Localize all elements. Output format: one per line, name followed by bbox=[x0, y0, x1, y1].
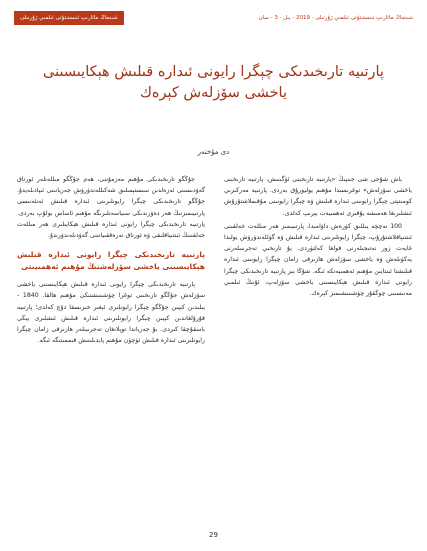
title-line-1: پارتىيە تارىخىدىكى چېگرا رايونى ئىدارە قىلىش ھېكايىسىنى bbox=[43, 64, 384, 80]
body-paragraph: جۇڭگو تارىخىدىكى مۇھىم مەزمۇننى، ھەم جۇڭگو مىللەتلەر ئورتاق گەۋدىسىنى ئەزەلدىن سىستېمىلىق شەكىللەندۈرۈش جەريانىنى ئىپادىلەيدۇ. جۇڭگو تارىخىدىكى چېگرا رايونلىرىنى ئىدارە قىلىش ئەنئەنىسى پارتىيىمىزنىڭ ھەر دەۋرىدىكى سىياسەتلىرىگە مۇھىم ئاساس بولۇپ بەردى. پارتىيە تارىخىدىكى چېگرا رايونى ئىدارە قىلىش ھېكايىلىرى ھەر مىللەت خەلقىنىڭ ئىتتىپاقلىقى ۋە ئورتاق تەرەققىياتىنى گەۋدىلەندۈرىدۇ. bbox=[17, 176, 205, 240]
right-column bbox=[224, 174, 412, 301]
page-header bbox=[14, 10, 413, 26]
section-heading: پارتىيە تارىخىدىكى چېگرا رايونى ئىدارە قىلىش ھېكايىسىنى ياخشى سۆزلەشنىڭ مۇھىم ئەھمىيىتى bbox=[17, 250, 205, 272]
body-paragraph: 100 نەچچە يىللىق كۈرەش داۋامىدا، پارتىيىمىز ھەر مىللەت خەلقىنى ئىتتىپاقلاشتۇرۇپ، چېگرا رايونلىرىنى ئىدارە قىلىش ۋە گۈللەندۈرۈش يولىدا غايەت زور نەتىجىلەرنى قولغا كەلتۈردى. بۇ تارىخىي تەجرىبىلەرنى يەكۈنلەش ۋە ياخشى سۆزلەش ھازىرقى زامان چېگرا رايونىنى ئىدارە قىلىشتا ئىنتايىن مۇھىم ئەھمىيەتكە ئىگە. شۇڭا بىز پارتىيە تارىخىدىكى چېگرا رايونى ئىدارە قىلىش ھېكايىسىنى ياخشى سۆزلەپ، ئۇنىڭ ئىلمىي مەنىسىنى چوڭقۇر چۈشىنىشىمىز كېرەك. bbox=[224, 222, 412, 298]
journal-meta: شىنجاڭ مائارىپ ئىنستىتۇتى ئىلمىي ژۇرنىلى · 2019 - يىل · 3 - سان bbox=[258, 15, 413, 21]
journal-name: شىنجاڭ مائارىپ ئىنستىتۇتى ئىلمىي ژۇرنىلى bbox=[14, 11, 124, 25]
article-title bbox=[20, 62, 407, 104]
author-name: دى مۇختەر bbox=[197, 148, 230, 156]
title-line-2: ياخشى سۆزلەش كېرەك bbox=[139, 85, 288, 101]
page-number: 29 bbox=[209, 531, 218, 539]
left-column bbox=[17, 174, 205, 348]
body-paragraph: باش شۇجى شى جىنپىڭ «پارتىيە تارىخىنى ئۆگىنىش، پارتىيە تارىخىنى ياخشى سۆزلەش» توغرىسىدا مۇھىم يوليورۇق بەردى. پارتىيە مەركىزىي كومىتېتى چېگرا رايونىنى ئىدارە قىلىش ۋە چېگرا رايونىنى مۇقىملاشتۇرۇش ئىشلىرىغا ھەمىشە يۇقىرى ئەھمىيەت بېرىپ كەلدى. bbox=[224, 176, 412, 217]
body-paragraph: پارتىيە تارىخىدىكى چېگرا رايونى ئىدارە قىلىش ھېكايىسىنى ياخشى سۆزلەش جۇڭگو تارىخىنى توغرا چۈشىنىشتىكى مۇھىم ھالقا. 1840 - يىلىدىن كېيىن جۇڭگو چېگرا رايونلىرى ئېغىر خىرىسقا دۇچ كەلدى؛ پارتىيە قۇرۇلغاندىن كېيىن چېگرا رايونلىرىنى ئىدارە قىلىش ئىشلىرى يېڭى باسقۇچقا كىردى. بۇ جەرياندا توپلانغان تەجرىبىلەر ھازىرقى زامان چېگرا رايونلىرىنى ئىدارە قىلىش ئۈچۈن مۇھىم پايدىلىنىش قىممىتىگە ئىگە. bbox=[17, 281, 206, 345]
